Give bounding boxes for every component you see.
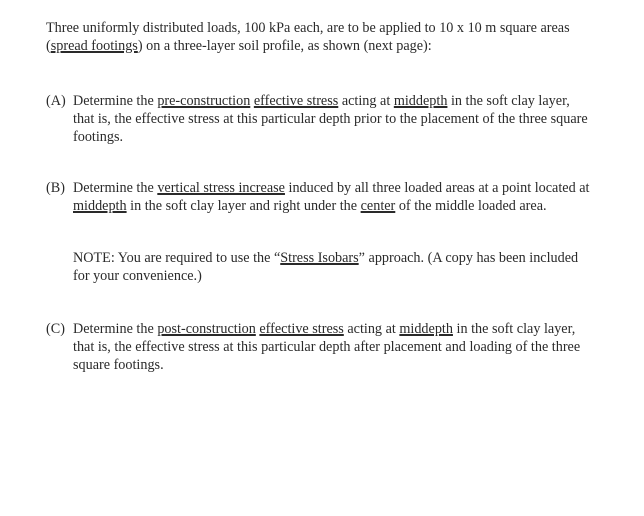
part-a-label: (A): [46, 93, 66, 109]
part-a-text-1: Determine the: [73, 93, 158, 109]
term-pre-construction: pre-construction: [157, 93, 251, 109]
term-stress-isobars: Stress Isobars: [280, 250, 359, 266]
part-b-text-2: induced by all three loaded areas at a point located at: [284, 180, 590, 196]
term-effective-stress-c: effective stress: [259, 321, 344, 337]
part-a-text: [73, 92, 591, 146]
part-c-text: [73, 320, 591, 374]
part-b-text: [73, 179, 591, 215]
part-c-label: (C): [46, 321, 65, 337]
note-text-1: NOTE: You are required to use the “: [73, 250, 281, 266]
term-post-construction: post-construction: [157, 321, 256, 337]
note-text-2: ” approach. (A copy has been included for your convenience.): [73, 250, 579, 284]
intro-text-2: ) on a three-layer soil profile, as shown (next page):: [137, 38, 432, 54]
term-middepth-a: middepth: [393, 93, 448, 109]
part-a-text-3: acting at: [338, 93, 394, 109]
term-middepth-b: middepth: [73, 198, 127, 214]
term-effective-stress-a: effective stress: [253, 93, 339, 109]
term-center: center: [360, 198, 396, 214]
part-a-text-4: in the soft clay layer, that is, the effective stress at this particular depth prior to the placement of the three square footings.: [73, 93, 588, 145]
question-part-a: [46, 92, 591, 146]
part-c-text-4: in the soft clay layer, that is, the effective stress at this particular depth after placement and loading of the three square footings.: [73, 321, 581, 373]
part-c-text-3: acting at: [343, 321, 400, 337]
part-c-text-1: Determine the: [73, 321, 158, 337]
term-vertical-stress-increase: vertical stress increase: [157, 180, 285, 196]
note-paragraph: [46, 249, 591, 285]
part-b-text-3: in the soft clay layer and right under the: [126, 198, 361, 214]
term-middepth-c: middepth: [399, 321, 453, 337]
note-text: [73, 249, 591, 285]
term-spread-footings: spread footings: [50, 38, 138, 54]
question-part-b: [46, 179, 591, 215]
part-b-text-1: Determine the: [73, 180, 158, 196]
intro-paragraph: [46, 19, 606, 55]
part-b-label: (B): [46, 180, 65, 196]
intro-text-1: Three uniformly distributed loads, 100 kPa each, are to be applied to 10 x 10 m square areas (: [46, 20, 570, 54]
part-b-text-4: of the middle loaded area.: [395, 198, 547, 214]
question-part-c: [46, 320, 591, 374]
